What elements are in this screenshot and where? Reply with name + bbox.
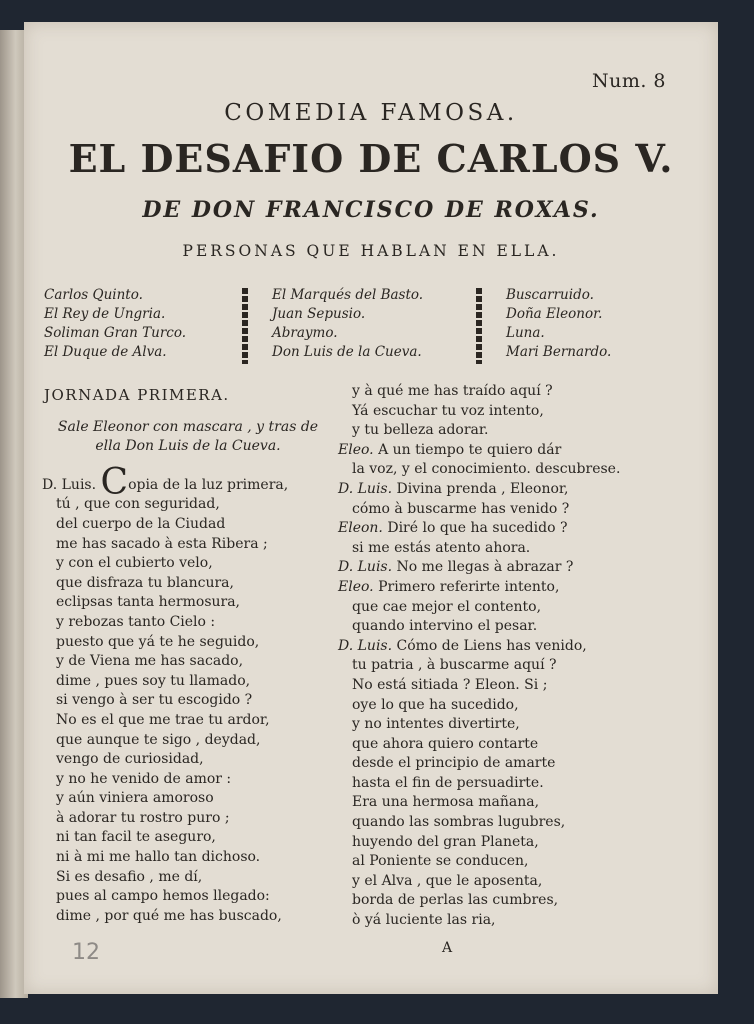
speaker-label: D. Luis. <box>338 480 393 497</box>
verse-text: Diré lo que ha sucedido ? <box>387 520 568 537</box>
verse-text: Era una hermosa mañana, <box>352 794 540 811</box>
verse-line <box>338 578 668 598</box>
verse-line <box>338 676 668 696</box>
verse-line <box>338 696 668 716</box>
verse-line: à adorar tu rostro puro ; <box>56 809 230 826</box>
cast-name: Soliman Gran Turco. <box>44 325 187 341</box>
verse-text: que ahora quiero contarte <box>352 735 539 752</box>
verse-text: y el Alva , que le aposenta, <box>352 872 543 889</box>
verse-line: puesto que yá te he seguido, <box>56 633 260 650</box>
cast-name: Juan Sepusio. <box>272 306 366 322</box>
verse-line: y no he venido de amor : <box>56 770 232 787</box>
speaker-label: Eleo. <box>338 578 374 595</box>
cast-name: Buscarruido. <box>506 287 594 303</box>
verse-text: y no intentes divertirte, <box>352 716 520 733</box>
verse-text: Divina prenda , Eleonor, <box>396 480 569 497</box>
verse-line <box>338 754 668 774</box>
signature-mark: A <box>442 940 453 956</box>
cast-name: Doña Eleonor. <box>506 306 603 322</box>
pencil-annotation: 12 <box>72 940 100 965</box>
verse-line <box>338 460 668 480</box>
verse-line: del cuerpo de la Ciudad <box>56 515 226 532</box>
verse-text: quando las sombras lugubres, <box>352 814 566 831</box>
verse-line <box>338 402 668 422</box>
verse-line <box>338 852 668 872</box>
verse-line: que disfraza tu blancura, <box>56 574 234 591</box>
verse-line <box>338 480 668 500</box>
verse-line <box>338 598 668 618</box>
cast-name: El Duque de Alva. <box>44 344 167 360</box>
verse-line <box>338 382 668 402</box>
cast-name: El Marqués del Basto. <box>272 287 424 303</box>
verse-text: cómo à buscarme has venido ? <box>352 500 570 517</box>
page-number-label: Num. 8 <box>591 70 666 92</box>
verse-line: y de Viena me has sacado, <box>56 653 244 670</box>
verse-line <box>338 793 668 813</box>
speaker-label: Eleon. <box>338 520 383 537</box>
verse-line <box>338 911 668 931</box>
verse-text: que cae mejor el contento, <box>352 598 542 615</box>
document-page <box>24 22 718 994</box>
verse-text: hasta el fin de persuadirte. <box>352 774 544 791</box>
verse-text: quando intervino el pesar. <box>352 618 538 635</box>
verse-line <box>338 617 668 637</box>
verse-line: dime , por qué me has buscado, <box>56 907 282 924</box>
verse-line: pues al campo hemos llegado: <box>56 888 270 905</box>
verse-line: ni à mi me hallo tan dichoso. <box>56 849 261 866</box>
cast-name: El Rey de Ungria. <box>44 306 166 322</box>
verse-line: si vengo à ser tu escogido ? <box>56 692 253 709</box>
text-column-right <box>338 382 668 931</box>
verse-text: No está sitiada ? Eleon. Si ; <box>352 676 548 693</box>
verse-line: vengo de curiosidad, <box>56 751 204 768</box>
drop-cap: C <box>100 461 129 503</box>
cast-column-1 <box>44 286 186 362</box>
verse-text: No me llegas à abrazar ? <box>396 559 574 576</box>
verse-text: y à qué me has traído aquí ? <box>352 383 553 399</box>
verse-line <box>338 519 668 539</box>
verse-line <box>42 461 342 503</box>
cast-separator <box>242 288 248 364</box>
cast-column-2 <box>272 286 423 362</box>
verse-line <box>338 735 668 755</box>
act-heading: JORNADA PRIMERA. <box>44 386 230 404</box>
verse-text: Yá escuchar tu voz intento, <box>352 402 544 419</box>
verse-line <box>338 637 668 657</box>
verse-text: desde el principio de amarte <box>352 755 556 772</box>
verse-text: borda de perlas las cumbres, <box>352 892 559 909</box>
verse-text: Primero referirte intento, <box>378 578 560 595</box>
cast-name: Don Luis de la Cueva. <box>272 344 422 360</box>
verse-text: si me estás atento ahora. <box>352 539 531 556</box>
verse-text: y tu belleza adorar. <box>352 422 489 439</box>
stage-direction: ella Don Luis de la Cueva. <box>95 438 281 455</box>
verse-line: dime , pues soy tu llamado, <box>56 672 251 689</box>
verse-line <box>338 441 668 461</box>
verse-line: ni tan facil te aseguro, <box>56 829 216 846</box>
verse-text: la voz, y el conocimiento. descubrese. <box>352 461 621 478</box>
speaker-label: D. Luis. <box>42 476 97 493</box>
verse-text: opia de la luz primera, <box>128 476 289 493</box>
cast-name: Mari Bernardo. <box>506 344 612 360</box>
cast-name: Carlos Quinto. <box>44 287 143 303</box>
verse-line: me has sacado à esta Ribera ; <box>56 535 268 552</box>
verse-line <box>338 872 668 892</box>
verse-text: oye lo que ha sucedido, <box>352 696 519 713</box>
verse-line <box>338 813 668 833</box>
verse-line <box>338 715 668 735</box>
cast-separator <box>476 288 482 364</box>
speaker-label: D. Luis. <box>338 637 393 654</box>
verse-line: tú , que con seguridad, <box>56 496 220 513</box>
stage-direction: Sale Eleonor con mascara , y tras de <box>57 418 319 435</box>
verse-text: huyendo del gran Planeta, <box>352 833 539 850</box>
cast-name: Abraymo. <box>272 325 338 341</box>
verse-line: eclipsas tanta hermosura, <box>56 594 241 611</box>
verse-line <box>338 539 668 559</box>
verse-line: y con el cubierto velo, <box>56 555 213 572</box>
speaker-label: Eleo. <box>338 441 374 458</box>
verse-line: y rebozas tanto Cielo : <box>56 613 216 630</box>
verse-line <box>338 421 668 441</box>
verse-text: ò yá luciente las ria, <box>352 912 496 929</box>
text-column-left <box>42 382 342 926</box>
verse-line <box>338 774 668 794</box>
verse-line: Si es desafio , me dí, <box>56 868 203 885</box>
verse-line <box>338 656 668 676</box>
title-line-1: COMEDIA FAMOSA. <box>224 100 518 126</box>
verse-line: que aunque te sigo , deydad, <box>56 731 261 748</box>
verse-line <box>338 833 668 853</box>
title-line-4: PERSONAS QUE HABLAN EN ELLA. <box>182 242 560 260</box>
verse-line: y aún viniera amoroso <box>56 790 214 807</box>
cast-name: Luna. <box>506 325 545 341</box>
verse-text: Cómo de Liens has venido, <box>396 637 587 654</box>
verse-line <box>338 558 668 578</box>
verse-text: A un tiempo te quiero dár <box>378 441 562 458</box>
title-line-2: EL DESAFIO DE CARLOS V. <box>68 136 674 181</box>
verse-text: al Poniente se conducen, <box>352 853 529 870</box>
verse-line <box>338 500 668 520</box>
verse-line <box>338 891 668 911</box>
verse-line: No es el que me trae tu ardor, <box>56 711 270 728</box>
verse-text: tu patria , à buscarme aquí ? <box>352 657 557 674</box>
cast-column-3 <box>506 286 611 362</box>
title-line-3: DE DON FRANCISCO DE ROXAS. <box>142 197 600 223</box>
speaker-label: D. Luis. <box>338 559 393 576</box>
